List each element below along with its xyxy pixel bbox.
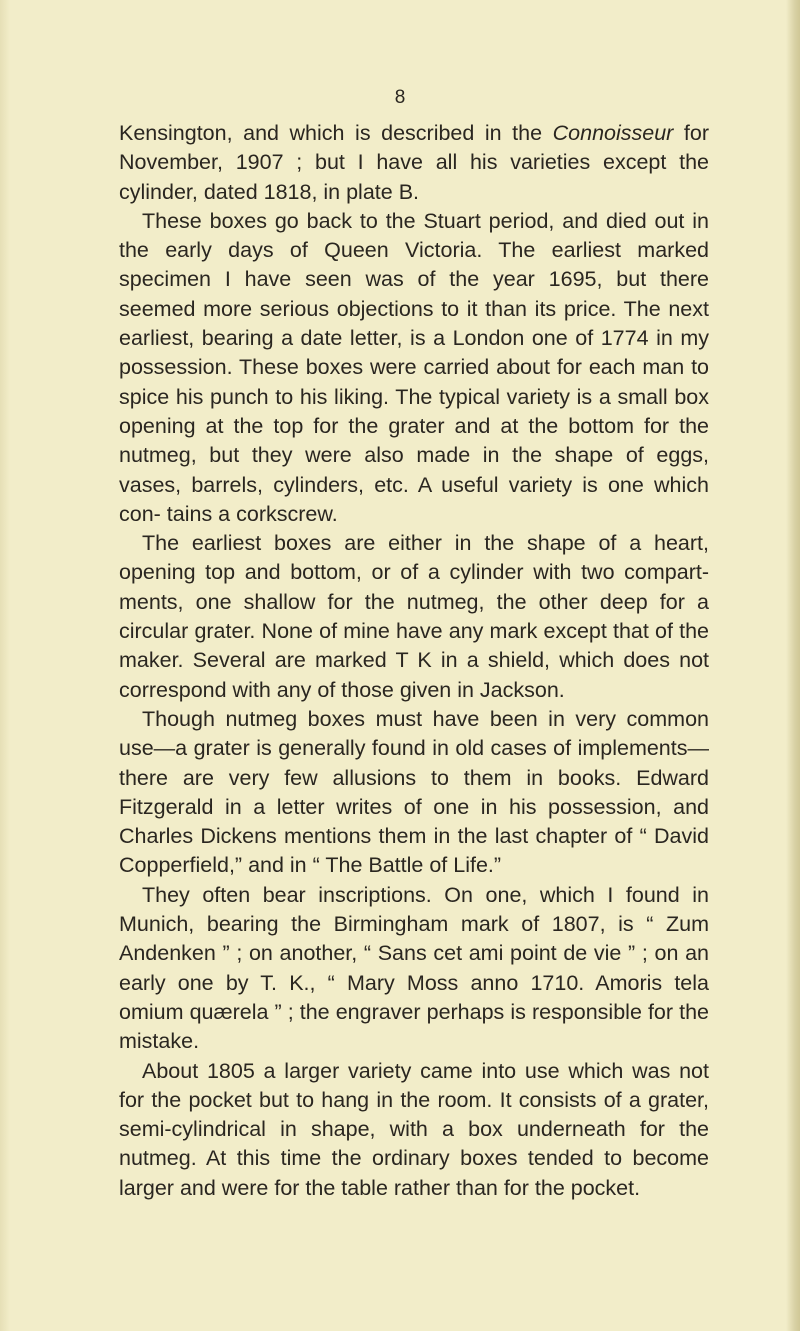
paragraph-6: About 1805 a larger variety came into use which was not for the pocket but to hang in the room. It consists of a grater, semi-cylindrical in shape, with a box underneath for the nutmeg. At this time the ordinary boxes tended to become larger and were for the table rather than for the pocket. — [119, 1058, 709, 1200]
page-edge-right — [786, 0, 800, 1331]
paragraph-5: They often bear inscriptions. On one, which I found in Munich, bearing the Birmingham mark of 1807, is “ Zum Andenken ” ; on another, “ Sans cet ami point de vie ” ; on an early one by T. K., “ Mary Moss anno 1710. Amoris tela omium quærela ” ; the engraver perhaps is responsible for the mistake. — [119, 882, 709, 1054]
publication-title: Connoisseur — [552, 121, 674, 145]
body-text — [119, 119, 709, 1203]
paragraph-1-lead: Kensington, and which is described in the — [119, 121, 553, 145]
paragraph-1 — [119, 119, 709, 207]
page-edge-left — [0, 0, 10, 1331]
page-number: 8 — [394, 87, 406, 108]
paragraph-3: The earliest boxes are either in the shape of a heart, opening top and bottom, or of a cylinder with two compart- ments, one shallow for the nutmeg, the other deep for a circular grater. None of mine have any mark except that of the maker. Several are marked T K in a shield, which does not correspond with any of those given in Jackson. — [119, 531, 709, 702]
paragraph-4: Though nutmeg boxes must have been in very common use—a grater is generally found in old cases of implements— there are very few allusions to them in books. Edward Fitzgerald in a letter writes of one in his possession, and Charles Dickens mentions them in the last chapter of “ David Copperfield,” and in “ The Battle of Life.” — [119, 706, 709, 878]
paragraph-2: These boxes go back to the Stuart period, and died out in the early days of Queen Victoria. The earliest marked specimen I have seen was of the year 1695, but there seemed more serious objections to it than its price. The next earliest, bearing a date letter, is a London one of 1774 in my possession. These boxes were carried about for each man to spice his punch to his liking. The typical variety is a small box opening at the top for the grater and at the bottom for the nutmeg, but they were also made in the shape of eggs, vases, barrels, cylinders, etc. A useful variety is one which con- tains a corkscrew. — [119, 208, 709, 526]
paragraph-1-rest: for November, 1907 ; but I have all his varieties except the cylinder, dated 1818, in plate B. — [119, 121, 709, 204]
